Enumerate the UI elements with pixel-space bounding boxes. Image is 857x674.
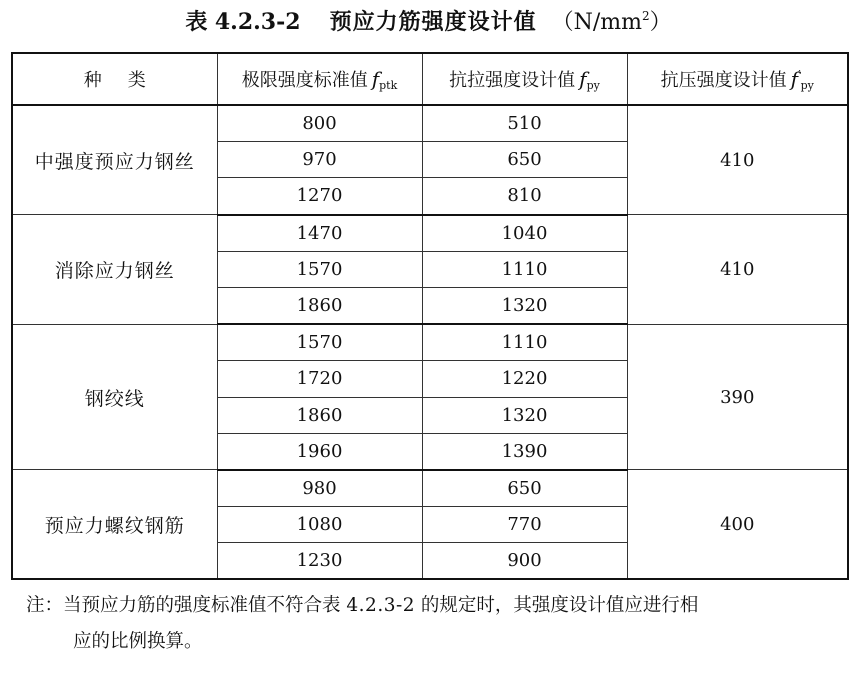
header-ultimate — [217, 53, 422, 105]
cell-tensile: 1110 — [422, 324, 627, 361]
cell-kind: 中强度预应力钢丝 — [12, 105, 217, 215]
cell-ultimate: 980 — [217, 470, 422, 507]
header-row — [12, 53, 848, 105]
table-row — [12, 105, 848, 142]
table-row — [12, 215, 848, 252]
header-kind-label: 种类 — [83, 70, 172, 91]
note-table-ref: 4.2.3-2 — [346, 595, 415, 616]
cell-ultimate: 1270 — [217, 178, 422, 215]
cell-tensile: 510 — [422, 105, 627, 142]
cell-tensile: 1110 — [422, 251, 627, 287]
note-suffix: 的规定时，其强度设计值应进行相 — [420, 595, 699, 616]
header-ultimate-symbol — [372, 67, 398, 91]
symbol-f: f — [790, 67, 799, 91]
header-tensile-label: 抗拉强度设计值 — [449, 70, 576, 91]
header-kind — [12, 53, 217, 105]
header-tensile — [422, 53, 627, 105]
cell-ultimate: 1230 — [217, 543, 422, 580]
cell-ultimate: 1960 — [217, 433, 422, 470]
note-line-1 — [26, 588, 846, 624]
cell-tensile: 1220 — [422, 361, 627, 397]
symbol-subscript: py — [800, 79, 814, 92]
symbol-f: f — [579, 67, 587, 91]
caption-label: 表 — [185, 10, 208, 35]
cell-kind: 钢绞线 — [12, 324, 217, 470]
cell-tensile: 770 — [422, 507, 627, 543]
header-tensile-symbol — [579, 67, 600, 91]
symbol-subscript: py — [586, 79, 600, 92]
caption-unit-close: ） — [649, 10, 672, 35]
table-row — [12, 470, 848, 507]
cell-tensile: 650 — [422, 142, 627, 178]
caption-unit-open: （N/mm — [551, 10, 642, 35]
symbol-prime: ′ — [798, 68, 801, 81]
table-caption — [0, 6, 857, 39]
cell-tensile: 1320 — [422, 397, 627, 433]
caption-number: 4.2.3-2 — [214, 9, 301, 35]
note-line-2: 应的比例换算。 — [73, 631, 203, 652]
caption-title: 预应力筋强度设计值 — [329, 10, 537, 35]
cell-tensile: 900 — [422, 543, 627, 580]
cell-ultimate: 1570 — [217, 324, 422, 361]
cell-ultimate: 1860 — [217, 397, 422, 433]
cell-tensile: 1320 — [422, 287, 627, 324]
cell-ultimate: 1860 — [217, 287, 422, 324]
caption-unit-power: 2 — [641, 9, 650, 23]
table-note — [26, 588, 846, 660]
cell-compressive: 410 — [627, 105, 848, 215]
header-compressive — [627, 53, 848, 105]
symbol-f: f — [371, 67, 380, 91]
cell-ultimate: 1570 — [217, 251, 422, 287]
cell-ultimate: 800 — [217, 105, 422, 142]
cell-tensile: 1040 — [422, 215, 627, 252]
cell-kind: 消除应力钢丝 — [12, 215, 217, 325]
cell-ultimate: 970 — [217, 142, 422, 178]
cell-compressive: 410 — [627, 215, 848, 325]
cell-ultimate: 1720 — [217, 361, 422, 397]
cell-compressive: 390 — [627, 324, 848, 470]
cell-ultimate: 1080 — [217, 507, 422, 543]
cell-tensile: 810 — [422, 178, 627, 215]
cell-tensile: 650 — [422, 470, 627, 507]
cell-tensile: 1390 — [422, 433, 627, 470]
caption-unit — [552, 10, 672, 35]
symbol-subscript: ptk — [379, 79, 398, 92]
cell-compressive: 400 — [627, 470, 848, 580]
note-prefix: 注：当预应力筋的强度标准值不符合表 — [26, 595, 341, 616]
cell-ultimate: 1470 — [217, 215, 422, 252]
table-row — [12, 324, 848, 361]
header-ultimate-label: 极限强度标准值 — [241, 70, 368, 91]
header-compressive-symbol — [791, 67, 814, 91]
strength-design-table — [11, 52, 849, 580]
cell-kind: 预应力螺纹钢筋 — [12, 470, 217, 580]
header-compressive-label: 抗压强度设计值 — [660, 70, 787, 91]
